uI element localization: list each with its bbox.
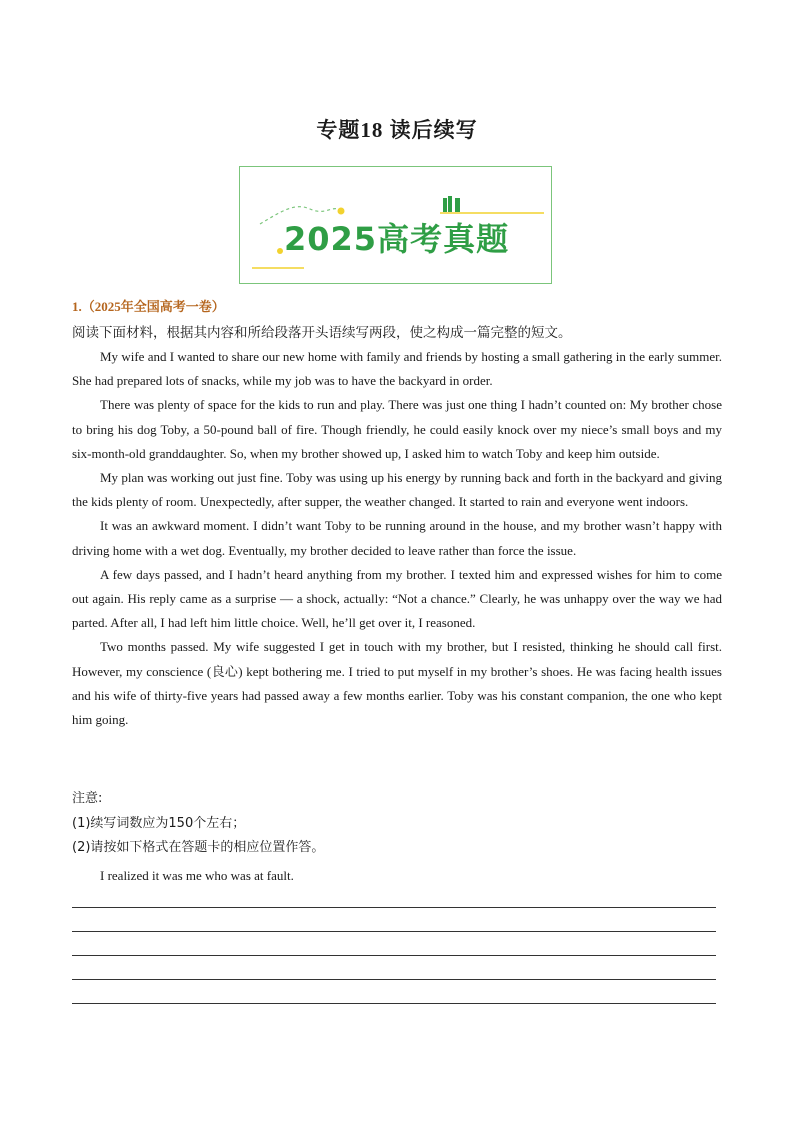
reading-passage [72,345,722,732]
answer-line[interactable] [72,907,716,908]
question-instruction: 阅读下面材料，根据其内容和所给段落开头语续写两段，使之构成一篇完整的短文。 [72,325,572,341]
dot-bottom [277,248,283,254]
answer-line[interactable] [72,931,716,932]
continuation-starter: I realized it was me who was at fault. [100,868,294,883]
passage-paragraph: My plan was working out just fine. Toby was using up his energy by running back and forth in the backyard and giving the kids plenty of room. Unexpectedly, after supper, the weather changed. It started to rain and everyone went indoors. [72,470,722,510]
passage-paragraph: It was an awkward moment. I didn’t want Toby to be running around in the house, and my brother wasn’t happy with driving home with a wet dog. Eventually, my brother decided to leave rather than force the issue. [72,518,722,558]
notes-section [72,787,722,861]
passage-paragraph: Two months passed. My wife suggested I get in touch with my brother, but I resisted, thinking he should call first. However, my conscience (良心) kept bothering me. I tried to put myself in my brother’s shoes. He was facing health issues and his wife of thirty-five years had passed away a few months earlier. Toby was his constant companion, the one who kept him going. [72,639,722,728]
note-item: (1)续写词数应为150个左右； [72,815,246,831]
answer-line[interactable] [72,979,716,980]
passage-paragraph: My wife and I wanted to share our new home with family and friends by hosting a small gathering in the early summer. She had prepared lots of snacks, while my job was to have the backyard in order. [72,349,722,389]
page-title: 专题18 读后续写 [316,118,478,142]
books-icon [443,196,460,212]
banner-title: 2025高考真题 [284,220,510,258]
question-title: 1.（2025年全国高考一卷） [72,299,225,314]
note-item: (2)请按如下格式在答题卡的相应位置作答。 [72,840,325,855]
answer-line[interactable] [72,1003,716,1004]
notes-heading: 注意: [72,791,103,806]
answer-line[interactable] [72,955,716,956]
passage-paragraph: There was plenty of space for the kids to run and play. There was just one thing I hadn’t counted on: My brother chose to bring his dog Toby, a 50-pound ball of fire. Though friendly, he could easily knock over my niece’s small boys and my six-month-old granddaughter. So, when my brother showed up, I asked him to watch Toby and keep him outside. [72,397,722,461]
passage-paragraph: A few days passed, and I hadn’t heard anything from my brother. I texted him and expressed wishes for him to come out again. His reply came as a surprise — a shock, actually: “Not a chance.” Clearly, he was unhappy over the way we had parted. After all, I had left him little choice. Well, he’ll get over it, I reasoned. [72,566,722,631]
banner [239,166,552,284]
